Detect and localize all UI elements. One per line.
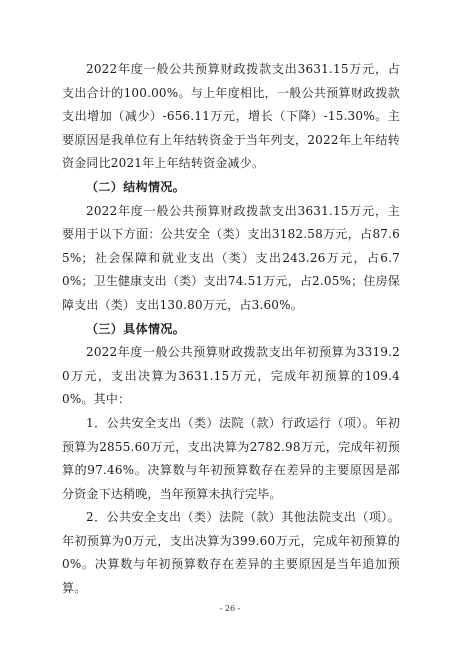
section-three-heading: （三）具体情况。 bbox=[86, 321, 186, 336]
detail-item-1: 1．公共安全支出（类）法院（款）行政运行（项）。年初预算为2855.60万元，支出决算为2782.98万元，完成年初预算的97.46%。决算数与年初预算数存在差异的主要原因是部分资金下达稍晚，当年预算未执行完毕。 bbox=[62, 415, 400, 501]
page-number: - 26 - bbox=[219, 604, 241, 613]
section-two-heading: （二）结构情况。 bbox=[86, 179, 186, 194]
document-body bbox=[62, 58, 400, 601]
overview-paragraph: 2022年度一般公共预算财政拨款支出3631.15万元，占支出合计的100.00%。与上年度相比，一般公共预算财政拨款支出增加（减少）-656.11万元，增长（下降）-15.30%。主要原因是我单位有上年结转资金于当年列支，2022年上年结转资金同比2021年上年结转资金减少。 bbox=[62, 62, 400, 171]
section-three-paragraph: 2022年度一般公共预算财政拨款支出年初预算为3319.20万元，支出决算为3631.15万元，完成年初预算的109.40%。其中： bbox=[62, 345, 400, 407]
section-two-paragraph: 2022年度一般公共预算财政拨款支出3631.15万元，主要用于以下方面：公共安全（类）支出3182.58万元，占87.65%；社会保障和就业支出（类）支出243.26万元，占6.70%；卫生健康支出（类）支出74.51万元，占2.05%；住房保障支出（类）支出130.80万元，占3.60%。 bbox=[62, 203, 400, 312]
detail-item-2: 2．公共安全支出（类）法院（款）其他法院支出（项）。年初预算为0万元，支出决算为399.60万元，完成年初预算的0%。决算数与年初预算数存在差异的主要原因是当年追加预算。 bbox=[62, 510, 400, 596]
